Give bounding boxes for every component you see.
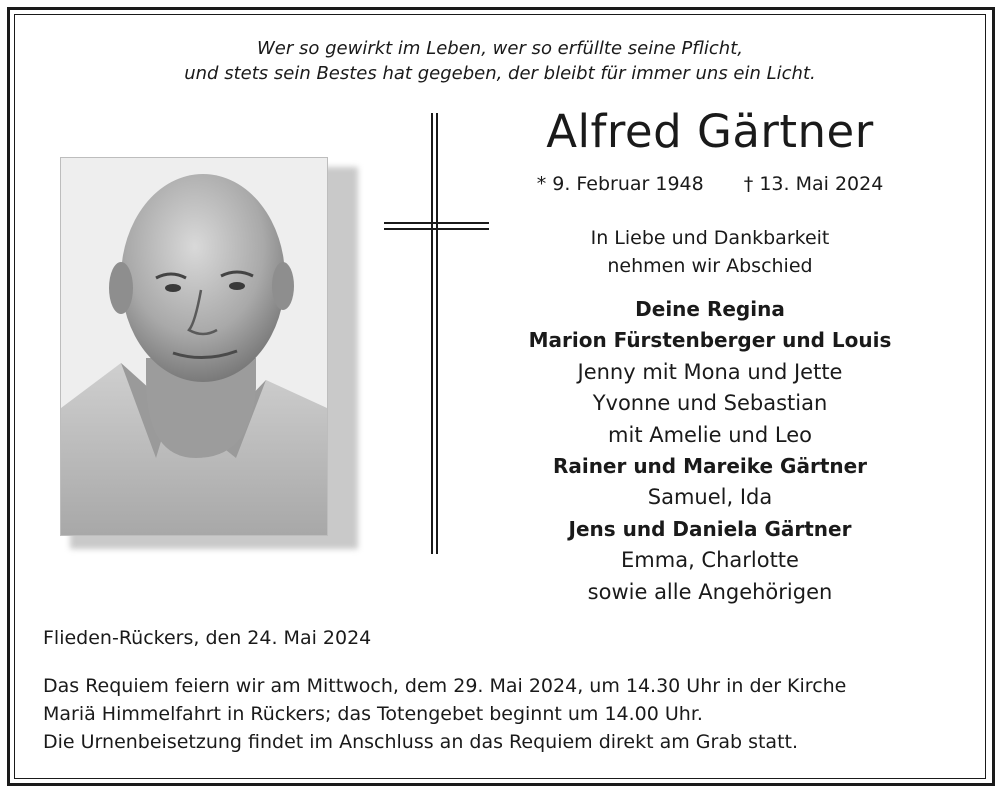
service-line-2: Mariä Himmelfahrt in Rückers; das Totengebet beginnt um 14.00 Uhr. <box>43 703 703 725</box>
portrait-photo <box>60 157 328 536</box>
farewell-intro <box>470 224 950 280</box>
intro-line-1: In Liebe und Dankbarkeit <box>590 227 830 249</box>
service-info <box>43 672 846 756</box>
verse-line-2: und stets sein Bestes hat gegeben, der bleibt für immer uns ein Licht. <box>184 63 816 84</box>
mourner-line: Emma, Charlotte <box>621 548 799 573</box>
mourner-line: Jenny mit Mona und Jette <box>577 359 843 384</box>
mourner-line: mit Amelie und Leo <box>608 422 812 447</box>
verse-line-1: Wer so gewirkt im Leben, wer so erfüllte seine Pflicht, <box>257 38 743 59</box>
mourner-line: Marion Fürstenberger und Louis <box>528 328 892 353</box>
place-and-date: Flieden-Rückers, den 24. Mai 2024 <box>43 627 372 649</box>
death-date: † 13. Mai 2024 <box>743 173 884 195</box>
birth-date: * 9. Februar 1948 <box>536 173 704 195</box>
mourner-line: Deine Regina <box>635 297 785 321</box>
life-dates <box>470 172 950 196</box>
mourner-line: Yvonne und Sebastian <box>592 391 828 416</box>
deceased-name: Alfred Gärtner <box>546 105 874 158</box>
cross-vertical-line-left <box>431 113 433 554</box>
mourner-line: Rainer und Mareike Gärtner <box>552 454 868 479</box>
service-line-3: Die Urnenbeisetzung findet im Anschluss an das Requiem direkt am Grab statt. <box>43 731 799 753</box>
mourner-line: sowie alle Angehörigen <box>587 579 833 604</box>
mourner-line: Samuel, Ida <box>647 485 773 510</box>
cross-vertical-line-right <box>436 113 438 554</box>
service-line-1: Das Requiem feiern wir am Mittwoch, dem 29. Mai 2024, um 14.30 Uhr in der Kirche <box>43 675 847 697</box>
mourner-line: Jens und Daniela Gärtner <box>568 516 852 541</box>
mourners-list <box>470 294 950 608</box>
memorial-verse <box>0 36 1000 86</box>
intro-line-2: nehmen wir Abschied <box>607 255 813 277</box>
